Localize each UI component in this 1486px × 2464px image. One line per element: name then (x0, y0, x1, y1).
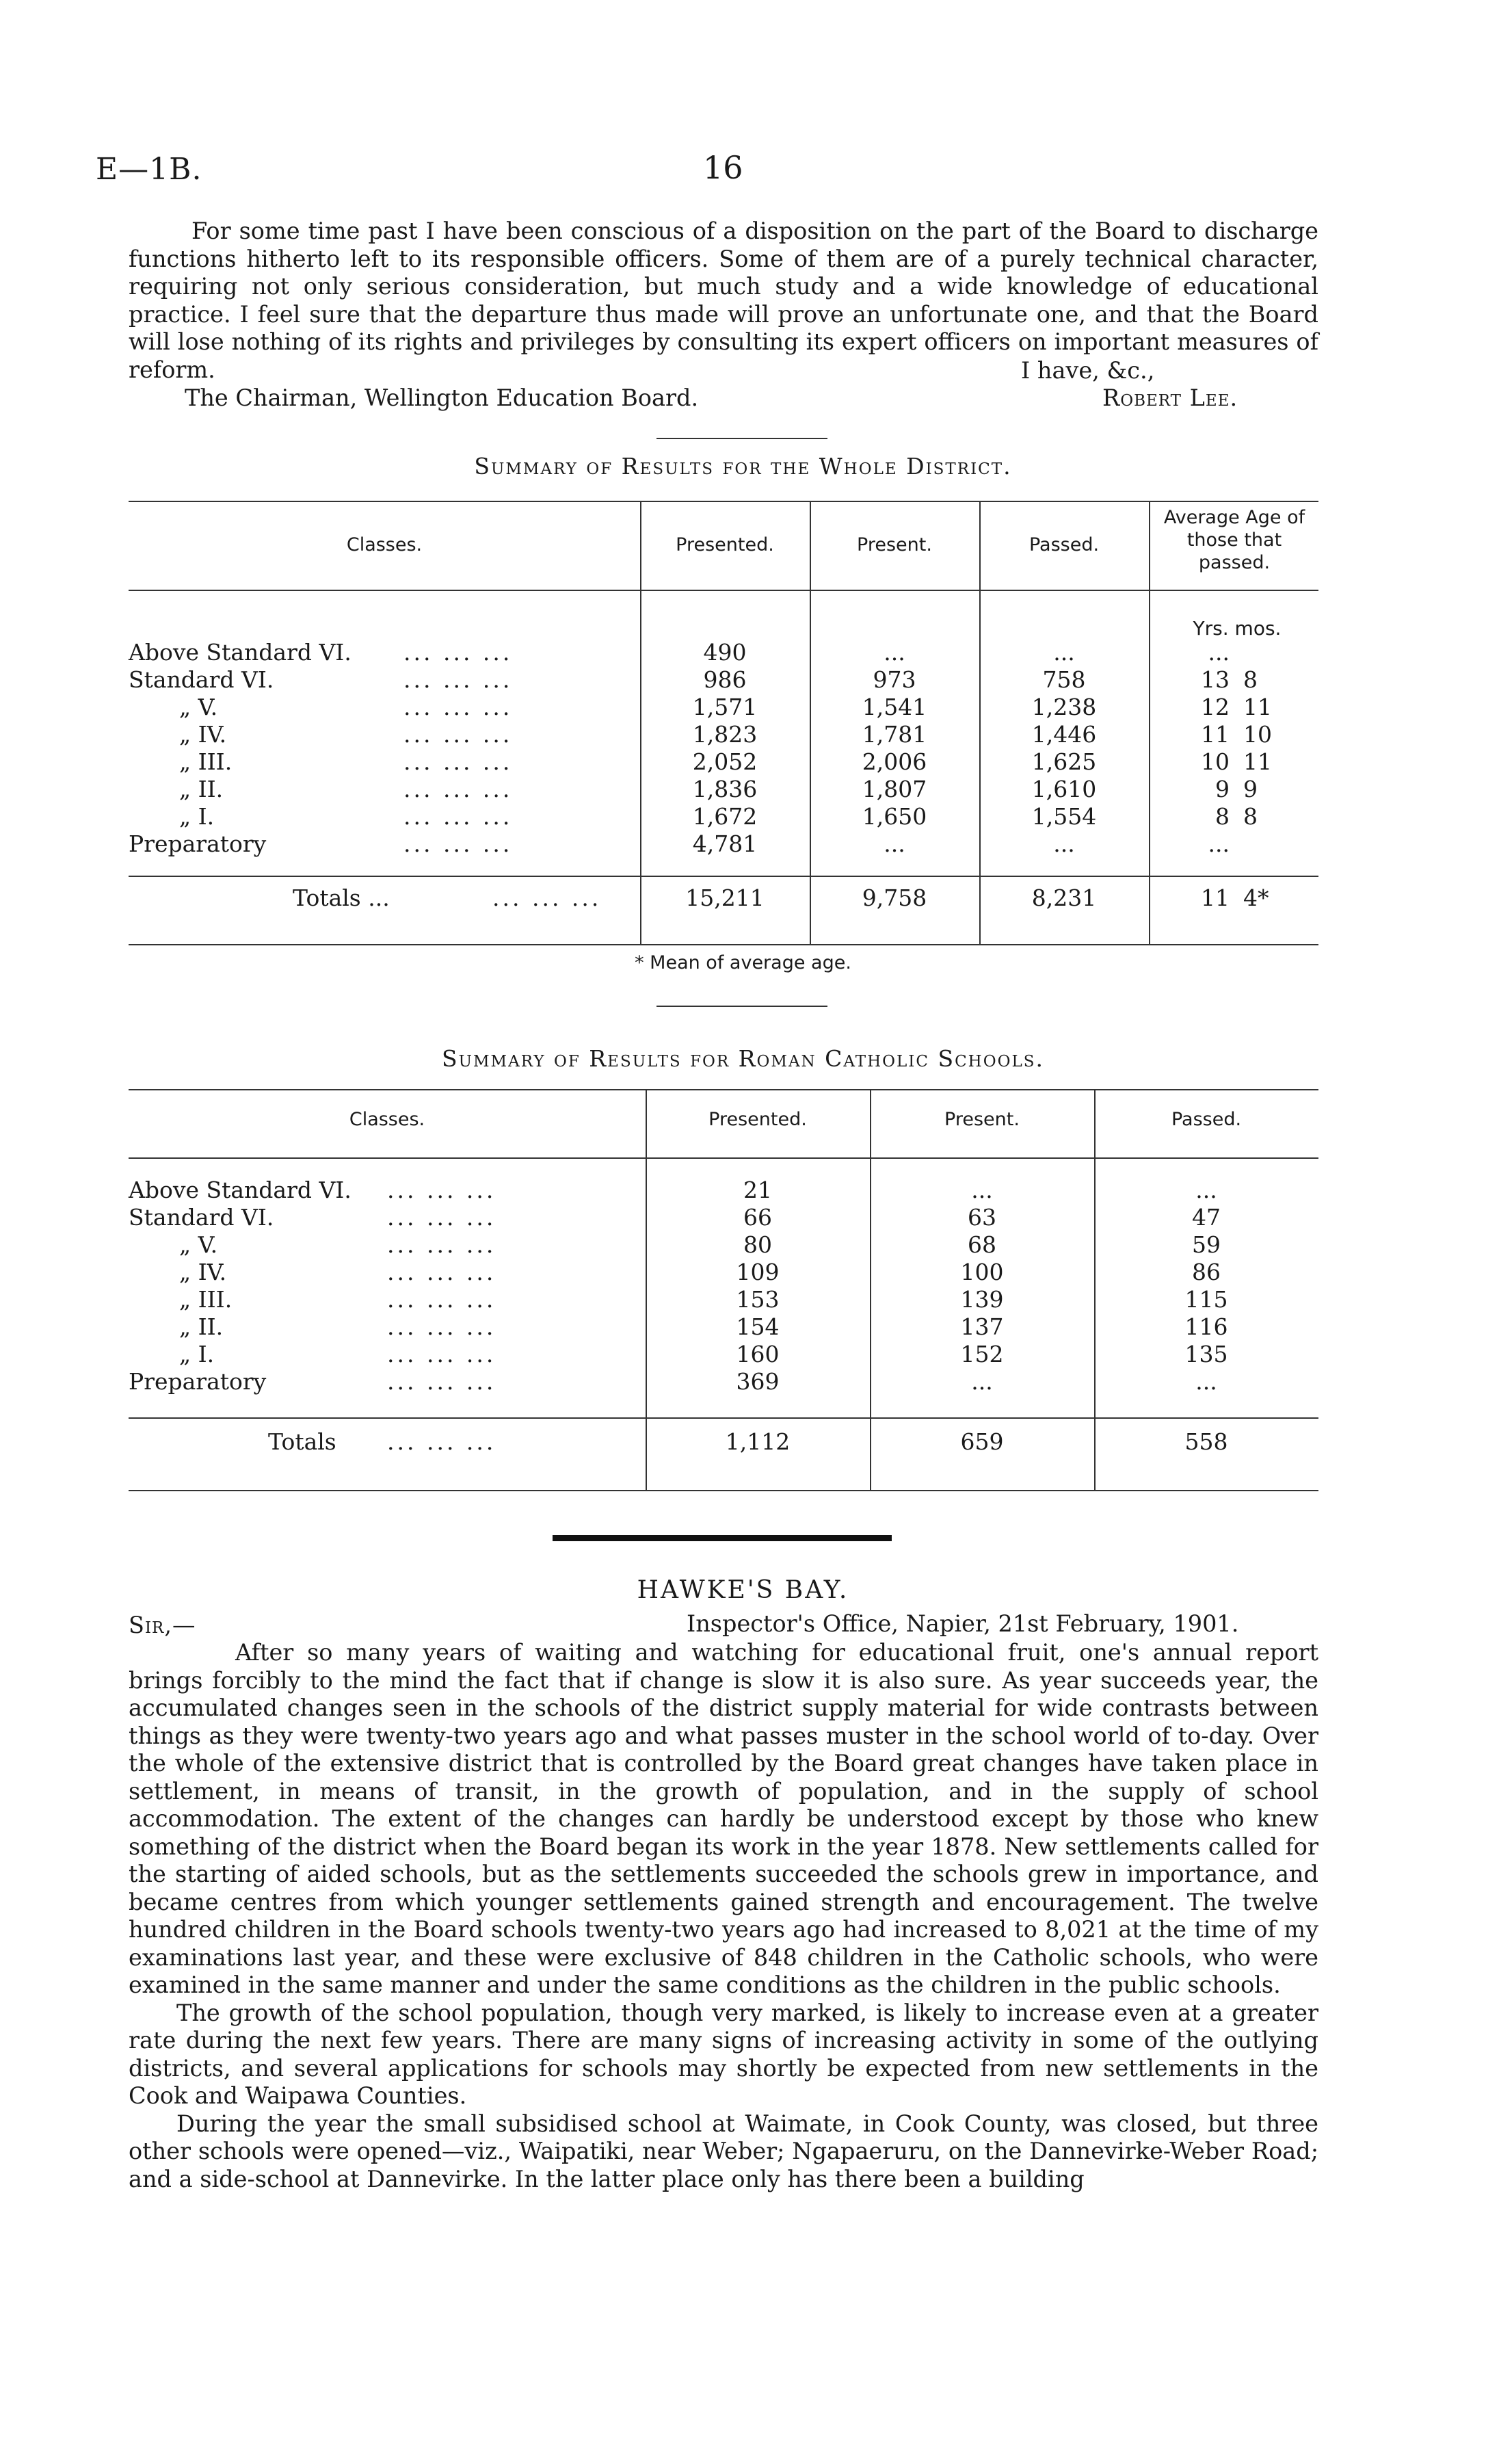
intro-paragraph: For some time past I have been conscious of a disposition on the part of the Board to discharge functions hitherto left to its responsible officers. Some of them are of a purely technical character, requiring not only serious consideration, but much study and a wide knowledge of educational practice. I feel sure that the departure thus made will prove an unfortunate one, and that the Board will lose nothing of its rights and privileges by consulting its expert officers on important measures of reform. (129, 218, 1318, 383)
table1-cell-present: 973 (873, 666, 916, 693)
table1-cell-passed: 1,554 (1031, 803, 1097, 830)
leader-dots: ... ... ... (387, 1313, 496, 1340)
table1-cell-presented: 1,571 (692, 694, 758, 720)
section-paragraph: After so many years of waiting and watching for educational fruit, one's annual report brings forcibly to the mind the fact that if change is slow it is also sure. As year succeeds year, the accumulated changes seen in the schools of the district supply material for wide contrasts between things as they were twenty-two years ago and what passes muster in the school world of to-day. Over the whole of the extensive district that is controlled by the Board great changes have taken place in settlement, in means of transit, in the growth of population, and in the supply of school accommodation. The extent of the changes can hardly be understood except by those who knew something of the district when the Board began its work in the year 1878. New settlements called for the starting of aided schools, but as the settlements succeeded the schools grew in importance, and became centres from which younger settlements gained strength and encouragement. The twelve hundred children in the Board schools twenty-two years ago had increased to 8,021 at the time of my examinations last year, and these were exclusive of 848 children in the Catholic schools, who were examined in the same manner and under the same conditions as the children in the public schools. (129, 1639, 1318, 1998)
table2-cell-passed: 59 (1192, 1231, 1221, 1258)
leader-dots: ... ... ... (387, 1177, 496, 1203)
table2-row-label: Above Standard VI. (129, 1177, 351, 1203)
table1-totals-rule (129, 876, 1318, 877)
table2-cell-present: 137 (960, 1313, 1004, 1340)
table1-cell-passed: 758 (1042, 666, 1086, 693)
table1-row-label: Standard VI. (129, 666, 274, 693)
table1-cell-yrs: ... (1208, 639, 1230, 666)
table1-cell-passed: 1,610 (1031, 776, 1097, 802)
table1-cell-passed: 1,446 (1031, 721, 1097, 748)
table1-top-rule (129, 501, 1318, 502)
table1-col-divider (1149, 502, 1150, 944)
table1-cell-mos: 8 (1243, 803, 1258, 830)
table2-cell-present: 63 (968, 1204, 996, 1231)
table2-caption: Summary of Results for Roman Catholic Schools. (442, 1045, 1044, 1072)
table1-row-label: „ III. (179, 748, 233, 775)
table2-cell-presented: 80 (743, 1231, 772, 1258)
salutation: Sir,— (129, 1612, 196, 1638)
table1-header-presented: Presented. (676, 534, 774, 555)
divider (656, 438, 827, 439)
table2-top-rule (129, 1089, 1318, 1090)
table2-cell-presented: 160 (736, 1341, 780, 1367)
table2-cell-present: 100 (960, 1259, 1004, 1285)
table2-cell-presented: 154 (736, 1313, 780, 1340)
table2-header-passed: Passed. (1171, 1109, 1242, 1130)
table2-cell-passed: 135 (1184, 1341, 1228, 1367)
table2-cell-presented: 109 (736, 1259, 780, 1285)
table2-totals-label: Totals (268, 1428, 336, 1455)
table1-cell-presented: 490 (703, 639, 747, 666)
table1-header-classes: Classes. (346, 534, 423, 555)
leader-dots: ... ... ... (387, 1341, 496, 1367)
table1-cell-yrs: 11 (1201, 721, 1230, 748)
sign-off: I have, &c., (1021, 357, 1155, 384)
leader-dots: ... ... ... (403, 639, 513, 666)
table2-cell-passed: 116 (1184, 1313, 1228, 1340)
table1-totals-label: Totals ... (293, 884, 390, 911)
leader-dots: ... ... ... (387, 1428, 496, 1455)
table1-cell-presented: 4,781 (692, 830, 758, 857)
leader-dots: ... ... ... (387, 1368, 496, 1395)
table2-row-label: Standard VI. (129, 1204, 274, 1231)
table1-header-rule (129, 590, 1318, 591)
table2-cell-passed: 86 (1192, 1259, 1221, 1285)
section-body (129, 1639, 1318, 2193)
table1-totals-mos: 4* (1243, 884, 1269, 911)
table1-cell-mos: 11 (1243, 748, 1272, 775)
table1-cell-yrs: 13 (1201, 666, 1230, 693)
table1-cell-present: 1,807 (862, 776, 927, 802)
table1-cell-presented: 986 (703, 666, 747, 693)
table1-cell-present: ... (884, 830, 905, 857)
section-paragraph: The growth of the school population, though very marked, is likely to increase even at a greater rate during the next few years. There are many signs of increasing activity in some of the outlying districts, and several applications for schools may shortly be expected from new settlements in the Cook and Waipawa Counties. (129, 1999, 1318, 2109)
leader-dots: ... ... ... (403, 776, 513, 802)
table1-totals-yrs: 11 (1201, 884, 1230, 911)
table1-caption: Summary of Results for the Whole District. (474, 453, 1012, 480)
leader-dots: ... ... ... (387, 1259, 496, 1285)
signature: Robert Lee. (1102, 384, 1238, 411)
leader-dots: ... ... ... (387, 1231, 496, 1258)
table2-cell-passed: 47 (1192, 1204, 1221, 1231)
section-separator (553, 1535, 892, 1541)
table1-cell-present: ... (884, 639, 905, 666)
table1-cell-present: 1,541 (862, 694, 927, 720)
table1-row-label: „ V. (179, 694, 218, 720)
table2-cell-present: 139 (960, 1286, 1004, 1313)
table2-cell-presented: 153 (736, 1286, 780, 1313)
table1-units: Yrs. mos. (1193, 617, 1282, 640)
table2-header-present: Present. (944, 1109, 1020, 1130)
table1-cell-yrs: 8 (1215, 803, 1230, 830)
leader-dots: ... ... ... (403, 748, 513, 775)
table1-cell-presented: 1,836 (692, 776, 758, 802)
table1-totals-presented: 15,211 (685, 884, 765, 911)
leader-dots: ... ... ... (403, 694, 513, 720)
table1-header-passed: Passed. (1029, 534, 1100, 555)
table1-bottom-rule (129, 944, 1318, 945)
table2-totals-presented: 1,112 (725, 1428, 791, 1455)
leader-dots: ... ... ... (387, 1204, 496, 1231)
table2-totals-rule (129, 1417, 1318, 1419)
table2-cell-passed: 115 (1184, 1286, 1228, 1313)
table2-cell-present: ... (971, 1177, 993, 1203)
table1-totals-passed: 8,231 (1031, 884, 1097, 911)
table1-row-label: „ IV. (179, 721, 227, 748)
table1-cell-passed: ... (1053, 830, 1075, 857)
table2-header-classes: Classes. (349, 1109, 425, 1130)
table1-row-label: Above Standard VI. (129, 639, 351, 666)
table1-cell-mos: 10 (1243, 721, 1272, 748)
table1-cell-mos: 11 (1243, 694, 1272, 720)
table1-cell-present: 1,650 (862, 803, 927, 830)
place-date: Inspector's Office, Napier, 21st February, 1901. (687, 1610, 1239, 1637)
table1-row-label: „ II. (179, 776, 224, 802)
table2-row-label: „ II. (179, 1313, 224, 1340)
table2-header-presented: Presented. (708, 1109, 807, 1130)
table1-cell-passed: ... (1053, 639, 1075, 666)
table2-row-label: Preparatory (129, 1368, 267, 1395)
table1-cell-present: 1,781 (862, 721, 927, 748)
table1-row-label: „ I. (179, 803, 215, 830)
table2-row-label: „ V. (179, 1231, 218, 1258)
table2-bottom-rule (129, 1490, 1318, 1491)
table2-cell-presented: 21 (743, 1177, 772, 1203)
table1-footnote: * Mean of average age. (635, 952, 851, 973)
leader-dots: ... ... ... (403, 721, 513, 748)
table1-cell-mos: 8 (1243, 666, 1258, 693)
table2-row-label: „ III. (179, 1286, 233, 1313)
leader-dots: ... ... ... (387, 1286, 496, 1313)
table2-cell-present: 152 (960, 1341, 1004, 1367)
table2-cell-present: 68 (968, 1231, 996, 1258)
document-code: E—1B. (96, 152, 202, 187)
table1-cell-passed: 1,625 (1031, 748, 1097, 775)
table1-cell-yrs: 12 (1201, 694, 1230, 720)
table1-cell-yrs: ... (1208, 830, 1230, 857)
table1-cell-presented: 2,052 (692, 748, 758, 775)
table1-header-present: Present. (857, 534, 932, 555)
section-title: HAWKE'S BAY. (637, 1576, 849, 1604)
table2-header-rule (129, 1157, 1318, 1159)
table2-cell-passed: ... (1195, 1177, 1217, 1203)
table2-cell-presented: 66 (743, 1204, 772, 1231)
table1-cell-yrs: 9 (1215, 776, 1230, 802)
table1-cell-mos: 9 (1243, 776, 1258, 802)
table1-cell-yrs: 10 (1201, 748, 1230, 775)
table1-row-label: Preparatory (129, 830, 267, 857)
table1-header-age: Average Age of those that passed. (1163, 507, 1305, 573)
table2-cell-presented: 369 (736, 1368, 780, 1395)
table1-cell-passed: 1,238 (1031, 694, 1097, 720)
leader-dots: ... ... ... (403, 666, 513, 693)
table2-totals-present: 659 (960, 1428, 1004, 1455)
leader-dots: ... ... ... (403, 803, 513, 830)
table2-cell-present: ... (971, 1368, 993, 1395)
divider (656, 1006, 827, 1007)
leader-dots: ... ... ... (403, 830, 513, 857)
leader-dots: ... ... ... (492, 884, 602, 911)
table1-totals-present: 9,758 (862, 884, 927, 911)
table2-row-label: „ IV. (179, 1259, 227, 1285)
table1-cell-presented: 1,823 (692, 721, 758, 748)
table1-cell-present: 2,006 (862, 748, 927, 775)
table2-totals-passed: 558 (1184, 1428, 1228, 1455)
section-paragraph: During the year the small subsidised school at Waimate, in Cook County, was closed, but three other schools were opened—viz., Waipatiki, near Weber; Ngapaeruru, on the Dannevirke-Weber Road; and a side-school at Dannevirke. In the latter place only has there been a building (129, 2110, 1318, 2192)
page-number: 16 (703, 149, 743, 186)
addressee: The Chairman, Wellington Education Board. (185, 384, 699, 411)
table2-row-label: „ I. (179, 1341, 215, 1367)
table1-cell-presented: 1,672 (692, 803, 758, 830)
table2-cell-passed: ... (1195, 1368, 1217, 1395)
